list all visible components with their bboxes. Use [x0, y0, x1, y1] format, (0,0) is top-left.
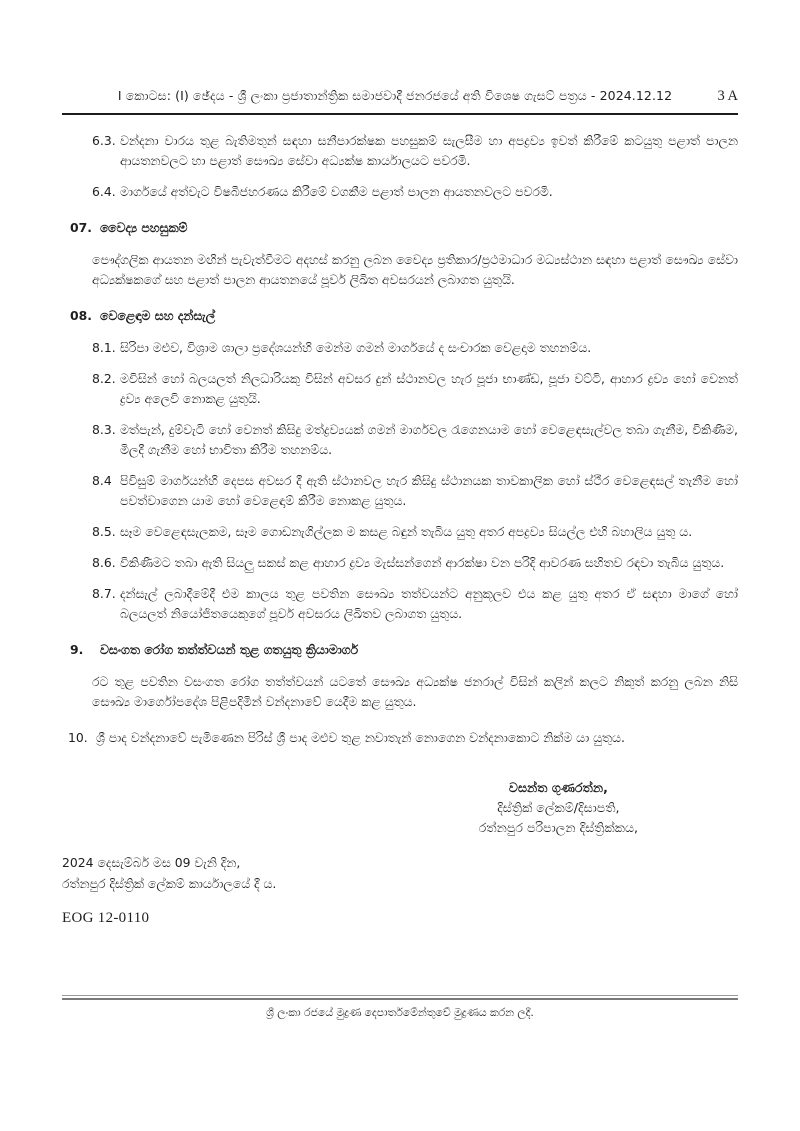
clause-text: මවිසින් හෝ බලයලත් නිලධාරියකු විසින් අවසර දුන් ස්ථානවල හැර පූජා භාණ්ඩ, පූජා වට්ටි, ආහාර ද්‍රව්‍ය හෝ වෙනත් ද්‍රව්‍ය අලෙවි නොකළ යුතුයි.	[120, 371, 738, 406]
clause-number: 10.	[68, 730, 88, 745]
section-number: 9.	[70, 642, 84, 657]
clause-text: මත්පැන්, දුම්වැටි හෝ වෙනත් කිසිදු මත්ද්‍රව්‍යයක් ගමන් මාර්ගවල රැගෙනයාම හෝ වෙළෙඳසැල්වල තබා ගැනීම, විකිණීම, මිලදී ගැනීම හෝ භාවිතා කිරීම තහනම්ය.	[120, 422, 738, 457]
section-title: වසංගත රෝග තත්ත්වයන් තුළ ගතයුතු ක්‍රියාමාර්ග	[100, 642, 359, 657]
clause-number: 8.1.	[92, 340, 116, 355]
clause-text: සෑම වෙළෙඳසැලකම, සෑම ගොඩනැගිල්ලක ම කසළ බඳුන් තැබිය යුතු අතර අපද්‍රව්‍ය සියල්ල එහි බහාලිය යුතු ය.	[120, 524, 693, 539]
document-body	[62, 131, 738, 748]
clause-number: 8.5.	[92, 524, 116, 539]
signatory-name: වසන්ත ගුණරත්න,	[508, 780, 608, 795]
dateline	[62, 852, 738, 894]
header-title: I කොටස: (I) ඡේදය - ශ්‍රී ලංකා ප්‍රජාතාන්ත්‍රික සමාජවාදී ජනරජයේ අති විශෙෂ ගැසට් පත්‍රය - 2024.12.12	[117, 88, 673, 103]
clause-number: 6.4.	[92, 184, 116, 199]
clause-number: 6.3.	[92, 133, 116, 148]
clause-text: මාර්ගයේ අත්වැට විෂබීජහරණය කිරීමේ වගකීම පළාත් පාලන ආයතනවලට පවරමි.	[120, 184, 553, 199]
page-footer	[62, 995, 738, 1020]
clause-number: 8.3.	[92, 422, 116, 437]
gazette-reference-number: EOG 12-0110	[62, 910, 150, 926]
signature-block	[479, 778, 638, 838]
clause-8-7	[92, 584, 738, 624]
clause-text: පිවිසුම් මාර්ගයන්හි දෙපස අවසර දී ඇති ස්ථානවල හැර කිසිදු ස්ථානයක තාවකාලික හෝ ස්ථීර වෙළෙඳසල් තැනීම හෝ පවත්වාගෙන යාම හෝ වෙළෙඳාම් කිරීම නොකළ යුතුය.	[120, 473, 738, 508]
section-heading-9	[70, 640, 738, 660]
clause-number: 8.6.	[92, 555, 116, 570]
dateline-date: 2024 දෙසැම්බර් මස 09 වැනි දින,	[62, 855, 241, 870]
clause-number: 8.2.	[92, 371, 116, 386]
header-rule	[62, 113, 738, 115]
clause-text: සිරිපා මළුව, විශ්‍රාම ශාලා ප්‍රදේශයන්හි මෙන්ම ගමන් මාර්ගයේ ද සංචාරක වෙළදාම තහනම්ය.	[120, 340, 592, 355]
clause-10	[68, 728, 738, 748]
clause-8-3	[92, 420, 738, 460]
clause-6-3	[92, 131, 738, 171]
section-number: 08.	[70, 308, 92, 323]
section-number: 07.	[70, 220, 92, 235]
printer-imprint: ශ්‍රී ලංකා රජයේ මුද්‍රණ දෙපාර්තමේන්තුවේ මුද්‍රණය කරන ලදී.	[266, 1006, 534, 1019]
section-07-paragraph: පෞද්ගලික ආයතන මඟින් පැවැත්වීමට අදහස් කරනු ලබන වෛද්‍ය ප්‍රතිකාර/ප්‍රථමාධාර මධ්‍යස්ථාන සඳහා පළාත් සෞඛ්‍ය සේවා අධ්‍යක්ෂකගේ සහ පළාත් පාලන ආයතනයේ පූර්ව ලිඛිත අවසරයන් ලබාගත යුතුයි.	[92, 252, 738, 287]
clause-8-5	[92, 522, 738, 542]
clause-text: විකිණීමට තබා ඇති සියලු සකස් කළ ආහාර ද්‍රව්‍ය මැස්සන්ගෙන් ආරක්ෂා වන පරිදි ආවරණ සහිතව රඳවා තැබිය යුතුය.	[120, 555, 725, 570]
clause-number: 8.7.	[92, 586, 116, 601]
clause-number: 8.4	[92, 473, 112, 488]
signatory-district: රත්නපුර පරිපාලන දිස්ත්‍රික්කය,	[478, 820, 638, 835]
signatory-title: දිස්ත්‍රික් ලේකම්/දිසාපති,	[497, 800, 620, 815]
header-row	[62, 88, 738, 105]
section-9-paragraph: රට තුළ පවතින වසංගත රෝග තත්ත්වයන් යටතේ සෞඛ්‍ය අධ්‍යක්ෂ ජනරාල් විසින් කලින් කලට නිකුත් කරනු ලබන නිසි සෞඛ්‍ය මාර්ගෝපදේශ පිළිපදිමින් වන්දනාවේ යෙදීම කළ යුතුය.	[92, 674, 738, 709]
clause-8-1	[92, 338, 738, 358]
footer-double-rule	[62, 995, 738, 1000]
clause-6-4	[92, 182, 738, 202]
clause-text: ශ්‍රී පාද වන්දනාවේ පැමිණෙන පිරිස් ශ්‍රී පාද මළුව තුළ නවාතැන් නොගෙන වන්දනාකොට නික්ම යා යුතුය.	[96, 730, 625, 745]
section-title: වෙළෙඳාම සහ දන්සැල්	[100, 308, 216, 323]
clause-text: වන්දනා වාරය තුළ බැතිමතුන් සඳහා සනීපාරක්ෂක පහසුකම් සැලසීම හා අපද්‍රව්‍ය ඉවත් කිරීමේ කටයුතු පළාත් පාලන ආයතනවලට හා පළාත් සෞඛ්‍ය සේවා අධ්‍යක්ෂ කාර්යාලයට පවරමි.	[120, 133, 738, 168]
page-header	[62, 88, 738, 115]
clause-8-4	[92, 471, 738, 511]
page-number: 3 A	[717, 88, 738, 104]
section-heading-07	[70, 218, 738, 238]
clause-8-2	[92, 369, 738, 409]
clause-8-6	[92, 553, 738, 573]
dateline-place: රත්නපුර දිස්ත්‍රික් ලේකම් කාර්යාලයේ දී ය.	[62, 876, 277, 891]
section-heading-08	[70, 306, 738, 326]
clause-text: දන්සැල් ලබාදීමේදී එම කාලය තුළ පවතින සෞඛ්‍ය තත්වයන්ට අනුකූලව එය කළ යුතු අතර ඒ සඳහා මාගේ හෝ බලයලත් නියෝජිතයෙකුගේ පූර්ව අවසරය ලිඛිතව ලබාගත යුතුය.	[120, 586, 738, 621]
section-title: වෛද්‍ය පහසුකම්	[100, 220, 188, 235]
